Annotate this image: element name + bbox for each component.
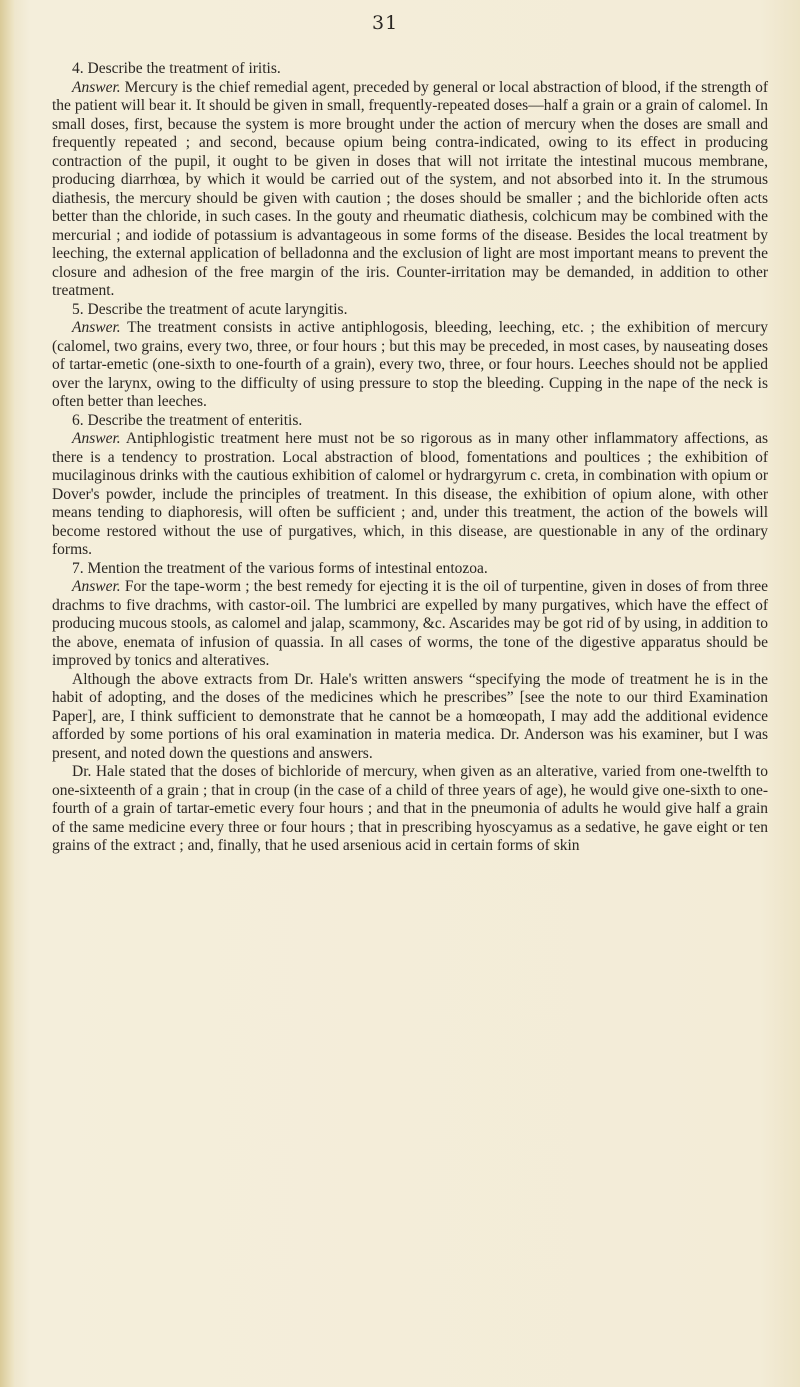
question-6: 6. Describe the treatment of enteritis. [72,411,303,429]
page-body [52,60,768,856]
answer-5: Answer. The treatment consists in active antiphlogosis, bleeding, leeching, etc. ; the exhibition of mercury (calomel, two grains, every two, three, or four hours ; but this may be preceded, in most cases, by nauseating doses of tartar-emetic (one-sixth to one-fourth of a grain), every two, three, or four hours. Leeches should not be applied over the larynx, owing to the difficulty of using pressure to stop the bleeding. Cupping in the nape of the neck is often better than leeches. [52,319,768,410]
answer-6: Answer. Antiphlogistic treatment here must not be so rigorous as in many other inflammatory affections, as there is a tendency to prostration. Local abstraction of blood, fomentations and poultices ; the exhibition of mucilaginous drinks with the cautious exhibition of calomel or hydrargyrum c. creta, in combination with opium or Dover's powder, include the principles of treatment. In this disease, the exhibition of opium alone, with other means tending to diaphoresis, will often be sufficient ; and, under this treatment, the action of the bowels will become restored without the use of purgatives, which, in this disease, are questionable in any of the ordinary forms. [52,430,768,558]
answer-label: Answer. [72,430,121,447]
commentary-paragraph-1: Although the above extracts from Dr. Hale's written answers “specifying the mode of treatment he is in the habit of adopting, and the doses of the medicines which he prescribes” [see the note to our third Examination Paper], are, I think sufficient to demonstrate that he cannot be a homœopath, I may add the additional evidence afforded by some portions of his oral examination in materia medica. Dr. Anderson was his examiner, but I was present, and noted down the questions and answers. [52,670,768,762]
question-4: 4. Describe the treatment of iritis. [72,60,281,77]
answer-4: Answer. Mercury is the chief remedial agent, preceded by general or local abstraction of blood, if the strength of the patient will bear it. It should be given in small, frequently-repeated doses—half a grain or a grain of calomel. In small doses, first, because the system is more brought under the action of mercury when the doses are small and frequently repeated ; and second, because opium being contra-indicated, owing to its effect in producing contraction of the pupil, it ought to be given in doses that will not irritate the intestinal mucous membrane, producing diarrhœa, by which it would be carried out of the system, and not absorbed into it. In the strumous diathesis, the mercury should be given with caution ; the doses should be smaller ; and the bichloride often acts better than the chloride, in such cases. In the gouty and rheumatic diathesis, colchicum may be combined with the mercurial ; and iodide of potassium is advantageous in some forms of the disease. Besides the local treatment by leeching, the external application of belladonna and the exclusion of light are most important means to prevent the closure and adhesion of the free margin of the iris. Counter-irritation may be demanded, in addition to other treatment. [52,78,768,299]
answer-7: Answer. For the tape-worm ; the best remedy for ejecting it is the oil of turpentine, given in doses of from three drachms to five drachms, with castor-oil. The lumbrici are expelled by many purgatives, which have the effect of producing mucous stools, as calomel and jalap, scammony, &c. Ascarides may be got rid of by using, in addition to the above, enemata of infusion of quassia. In all cases of worms, the tone of the digestive apparatus should be improved by tonics and alteratives. [52,578,768,669]
page-binding-edge [0,0,14,1387]
question-5: 5. Describe the treatment of acute laryngitis. [72,300,348,318]
answer-label: Answer. [72,578,121,595]
question-7: 7. Mention the treatment of the various forms of intestinal entozoa. [72,559,488,577]
answer-label: Answer. [72,319,121,336]
answer-label: Answer. [72,78,121,96]
commentary-paragraph-2: Dr. Hale stated that the doses of bichloride of mercury, when given as an alterative, varied from one-twelfth to one-sixteenth of a grain ; that in croup (in the case of a child of three years of age), he would give one-sixth to one-fourth of a grain of tartar-emetic every four hours ; and that in the pneumonia of adults he would give half a grain of the same medicine every three or four hours ; that in prescribing hyoscyamus as a sedative, he gave eight or ten grains of the extract ; and, finally, that he used arsenious acid in certain forms of skin [52,763,768,854]
page-number: 31 [372,12,399,34]
